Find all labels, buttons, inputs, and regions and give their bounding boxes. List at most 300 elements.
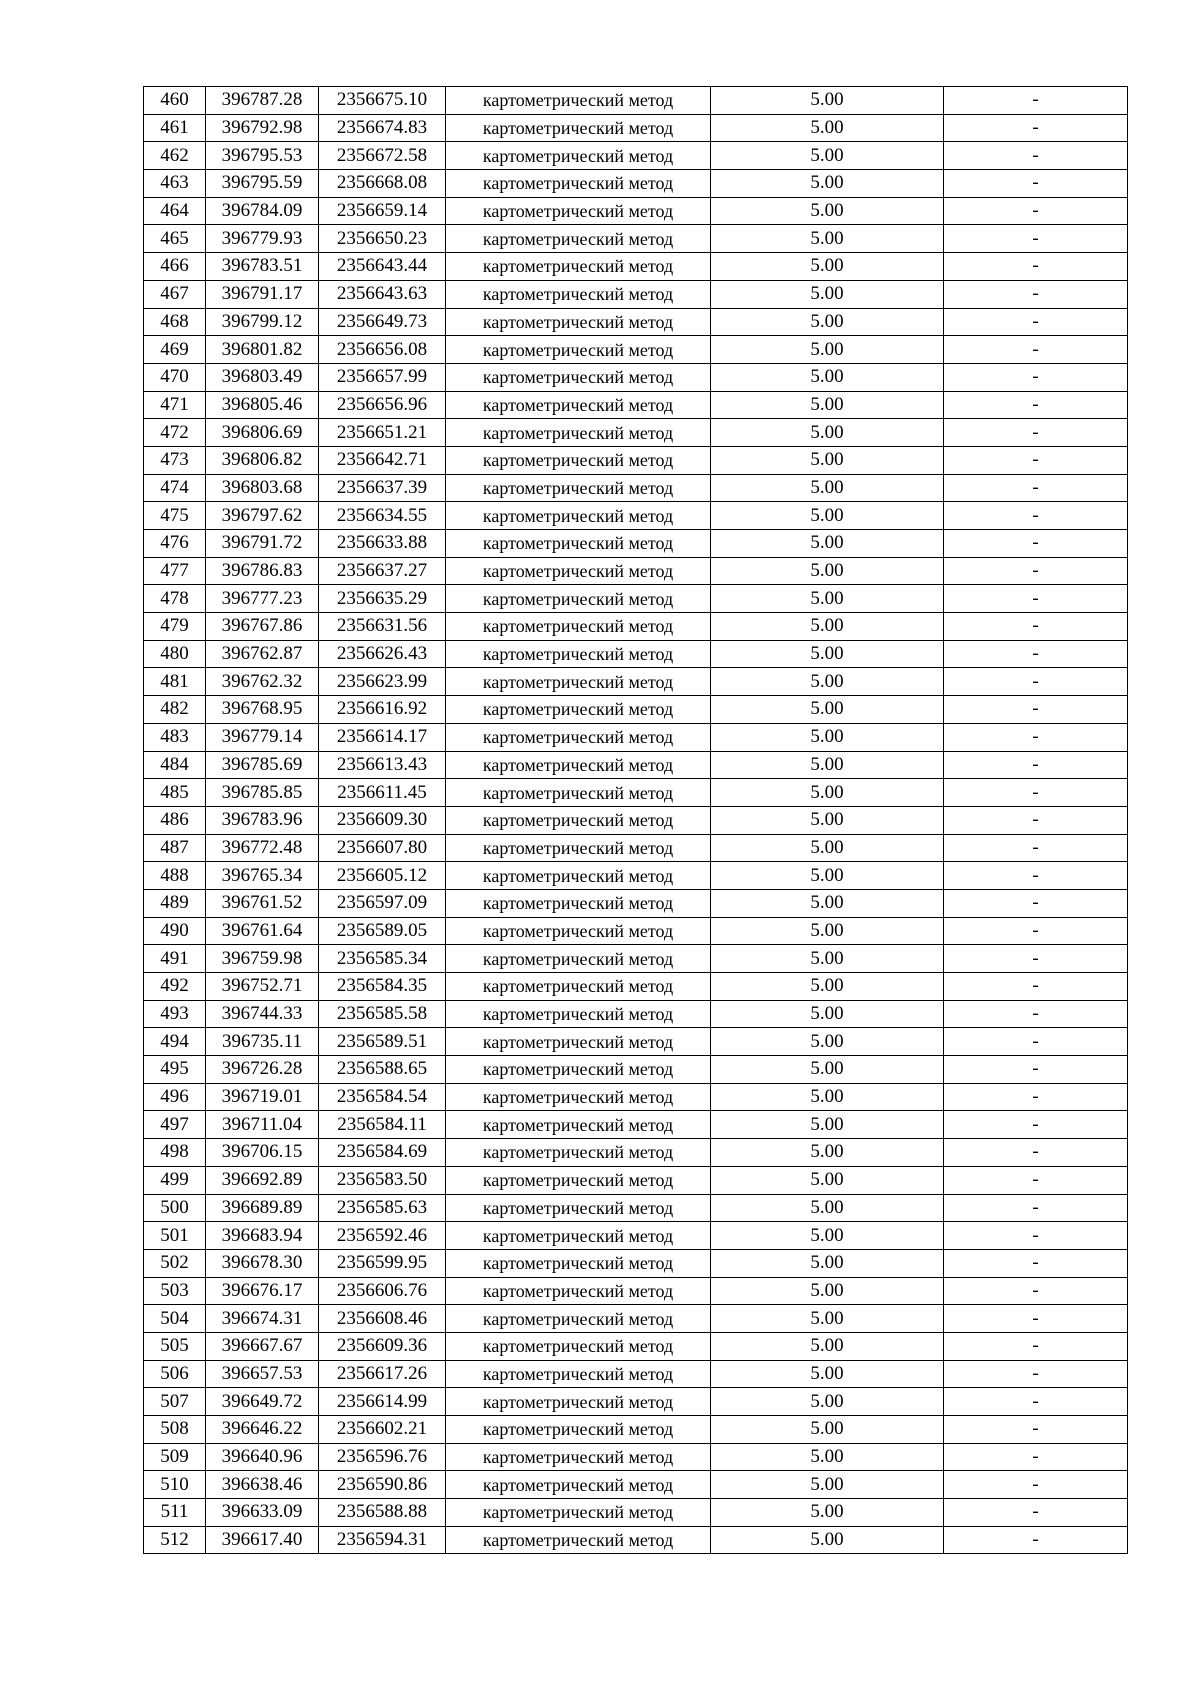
- point-number-cell: 489: [144, 889, 206, 917]
- note-cell: -: [944, 280, 1128, 308]
- accuracy-cell: 5.00: [711, 1249, 944, 1277]
- method-cell: картометрический метод: [446, 474, 711, 502]
- accuracy-cell: 5.00: [711, 1056, 944, 1084]
- x-coordinate-cell: 396711.04: [206, 1111, 319, 1139]
- table-row: [144, 973, 1128, 1001]
- note-cell: -: [944, 363, 1128, 391]
- y-coordinate-cell: 2356590.86: [319, 1471, 446, 1499]
- x-coordinate-cell: 396785.85: [206, 779, 319, 807]
- x-coordinate-cell: 396761.52: [206, 889, 319, 917]
- point-number-cell: 494: [144, 1028, 206, 1056]
- table-row: [144, 1028, 1128, 1056]
- x-coordinate-cell: 396803.68: [206, 474, 319, 502]
- x-coordinate-cell: 396786.83: [206, 557, 319, 585]
- y-coordinate-cell: 2356633.88: [319, 530, 446, 558]
- coordinates-table-body: [144, 87, 1128, 1554]
- accuracy-cell: 5.00: [711, 1499, 944, 1527]
- table-row: [144, 862, 1128, 890]
- method-cell: картометрический метод: [446, 308, 711, 336]
- accuracy-cell: 5.00: [711, 1083, 944, 1111]
- method-cell: картометрический метод: [446, 1166, 711, 1194]
- method-cell: картометрический метод: [446, 834, 711, 862]
- method-cell: картометрический метод: [446, 862, 711, 890]
- point-number-cell: 478: [144, 585, 206, 613]
- note-cell: -: [944, 1277, 1128, 1305]
- accuracy-cell: 5.00: [711, 834, 944, 862]
- y-coordinate-cell: 2356668.08: [319, 170, 446, 198]
- table-row: [144, 557, 1128, 585]
- note-cell: -: [944, 1526, 1128, 1554]
- table-row: [144, 806, 1128, 834]
- point-number-cell: 473: [144, 446, 206, 474]
- y-coordinate-cell: 2356584.11: [319, 1111, 446, 1139]
- point-number-cell: 488: [144, 862, 206, 890]
- y-coordinate-cell: 2356608.46: [319, 1305, 446, 1333]
- method-cell: картометрический метод: [446, 1000, 711, 1028]
- note-cell: -: [944, 834, 1128, 862]
- note-cell: -: [944, 945, 1128, 973]
- y-coordinate-cell: 2356656.08: [319, 336, 446, 364]
- table-row: [144, 502, 1128, 530]
- note-cell: -: [944, 1222, 1128, 1250]
- method-cell: картометрический метод: [446, 253, 711, 281]
- method-cell: картометрический метод: [446, 114, 711, 142]
- y-coordinate-cell: 2356589.05: [319, 917, 446, 945]
- accuracy-cell: 5.00: [711, 1416, 944, 1444]
- y-coordinate-cell: 2356623.99: [319, 668, 446, 696]
- accuracy-cell: 5.00: [711, 474, 944, 502]
- x-coordinate-cell: 396676.17: [206, 1277, 319, 1305]
- accuracy-cell: 5.00: [711, 1388, 944, 1416]
- x-coordinate-cell: 396779.93: [206, 225, 319, 253]
- y-coordinate-cell: 2356642.71: [319, 446, 446, 474]
- note-cell: -: [944, 1305, 1128, 1333]
- y-coordinate-cell: 2356617.26: [319, 1360, 446, 1388]
- method-cell: картометрический метод: [446, 1499, 711, 1527]
- point-number-cell: 507: [144, 1388, 206, 1416]
- point-number-cell: 483: [144, 723, 206, 751]
- accuracy-cell: 5.00: [711, 1443, 944, 1471]
- accuracy-cell: 5.00: [711, 613, 944, 641]
- note-cell: -: [944, 336, 1128, 364]
- y-coordinate-cell: 2356585.34: [319, 945, 446, 973]
- note-cell: -: [944, 308, 1128, 336]
- point-number-cell: 472: [144, 419, 206, 447]
- x-coordinate-cell: 396683.94: [206, 1222, 319, 1250]
- method-cell: картометрический метод: [446, 751, 711, 779]
- note-cell: -: [944, 391, 1128, 419]
- accuracy-cell: 5.00: [711, 253, 944, 281]
- y-coordinate-cell: 2356643.63: [319, 280, 446, 308]
- table-row: [144, 1277, 1128, 1305]
- note-cell: -: [944, 446, 1128, 474]
- y-coordinate-cell: 2356631.56: [319, 613, 446, 641]
- accuracy-cell: 5.00: [711, 889, 944, 917]
- note-cell: -: [944, 1194, 1128, 1222]
- y-coordinate-cell: 2356616.92: [319, 696, 446, 724]
- point-number-cell: 468: [144, 308, 206, 336]
- x-coordinate-cell: 396638.46: [206, 1471, 319, 1499]
- method-cell: картометрический метод: [446, 336, 711, 364]
- method-cell: картометрический метод: [446, 613, 711, 641]
- point-number-cell: 479: [144, 613, 206, 641]
- y-coordinate-cell: 2356584.35: [319, 973, 446, 1001]
- x-coordinate-cell: 396765.34: [206, 862, 319, 890]
- method-cell: картометрический метод: [446, 1526, 711, 1554]
- x-coordinate-cell: 396744.33: [206, 1000, 319, 1028]
- x-coordinate-cell: 396735.11: [206, 1028, 319, 1056]
- accuracy-cell: 5.00: [711, 363, 944, 391]
- y-coordinate-cell: 2356592.46: [319, 1222, 446, 1250]
- table-row: [144, 446, 1128, 474]
- x-coordinate-cell: 396795.59: [206, 170, 319, 198]
- point-number-cell: 481: [144, 668, 206, 696]
- point-number-cell: 491: [144, 945, 206, 973]
- point-number-cell: 474: [144, 474, 206, 502]
- point-number-cell: 510: [144, 1471, 206, 1499]
- point-number-cell: 461: [144, 114, 206, 142]
- point-number-cell: 476: [144, 530, 206, 558]
- y-coordinate-cell: 2356588.88: [319, 1499, 446, 1527]
- table-row: [144, 1471, 1128, 1499]
- x-coordinate-cell: 396792.98: [206, 114, 319, 142]
- accuracy-cell: 5.00: [711, 225, 944, 253]
- table-row: [144, 308, 1128, 336]
- accuracy-cell: 5.00: [711, 1360, 944, 1388]
- table-row: [144, 197, 1128, 225]
- point-number-cell: 475: [144, 502, 206, 530]
- accuracy-cell: 5.00: [711, 419, 944, 447]
- y-coordinate-cell: 2356585.63: [319, 1194, 446, 1222]
- note-cell: -: [944, 1249, 1128, 1277]
- point-number-cell: 486: [144, 806, 206, 834]
- table-row: [144, 1443, 1128, 1471]
- method-cell: картометрический метод: [446, 668, 711, 696]
- note-cell: -: [944, 751, 1128, 779]
- note-cell: -: [944, 1139, 1128, 1167]
- point-number-cell: 493: [144, 1000, 206, 1028]
- note-cell: -: [944, 253, 1128, 281]
- table-row: [144, 917, 1128, 945]
- table-row: [144, 640, 1128, 668]
- point-number-cell: 490: [144, 917, 206, 945]
- x-coordinate-cell: 396761.64: [206, 917, 319, 945]
- table-row: [144, 1166, 1128, 1194]
- note-cell: -: [944, 1443, 1128, 1471]
- x-coordinate-cell: 396801.82: [206, 336, 319, 364]
- y-coordinate-cell: 2356614.17: [319, 723, 446, 751]
- note-cell: -: [944, 114, 1128, 142]
- method-cell: картометрический метод: [446, 142, 711, 170]
- point-number-cell: 460: [144, 87, 206, 115]
- note-cell: -: [944, 170, 1128, 198]
- table-row: [144, 889, 1128, 917]
- y-coordinate-cell: 2356584.69: [319, 1139, 446, 1167]
- point-number-cell: 482: [144, 696, 206, 724]
- note-cell: -: [944, 225, 1128, 253]
- note-cell: -: [944, 474, 1128, 502]
- point-number-cell: 477: [144, 557, 206, 585]
- table-row: [144, 530, 1128, 558]
- table-row: [144, 1083, 1128, 1111]
- y-coordinate-cell: 2356597.09: [319, 889, 446, 917]
- y-coordinate-cell: 2356607.80: [319, 834, 446, 862]
- point-number-cell: 462: [144, 142, 206, 170]
- method-cell: картометрический метод: [446, 197, 711, 225]
- table-row: [144, 280, 1128, 308]
- y-coordinate-cell: 2356585.58: [319, 1000, 446, 1028]
- x-coordinate-cell: 396762.32: [206, 668, 319, 696]
- table-row: [144, 1388, 1128, 1416]
- point-number-cell: 470: [144, 363, 206, 391]
- note-cell: -: [944, 585, 1128, 613]
- y-coordinate-cell: 2356643.44: [319, 253, 446, 281]
- x-coordinate-cell: 396762.87: [206, 640, 319, 668]
- table-row: [144, 253, 1128, 281]
- table-row: [144, 834, 1128, 862]
- x-coordinate-cell: 396779.14: [206, 723, 319, 751]
- accuracy-cell: 5.00: [711, 336, 944, 364]
- method-cell: картометрический метод: [446, 1305, 711, 1333]
- accuracy-cell: 5.00: [711, 696, 944, 724]
- x-coordinate-cell: 396783.96: [206, 806, 319, 834]
- note-cell: -: [944, 696, 1128, 724]
- method-cell: картометрический метод: [446, 1332, 711, 1360]
- y-coordinate-cell: 2356599.95: [319, 1249, 446, 1277]
- accuracy-cell: 5.00: [711, 751, 944, 779]
- x-coordinate-cell: 396772.48: [206, 834, 319, 862]
- x-coordinate-cell: 396689.89: [206, 1194, 319, 1222]
- table-row: [144, 87, 1128, 115]
- note-cell: -: [944, 779, 1128, 807]
- point-number-cell: 467: [144, 280, 206, 308]
- x-coordinate-cell: 396617.40: [206, 1526, 319, 1554]
- x-coordinate-cell: 396805.46: [206, 391, 319, 419]
- y-coordinate-cell: 2356626.43: [319, 640, 446, 668]
- y-coordinate-cell: 2356659.14: [319, 197, 446, 225]
- method-cell: картометрический метод: [446, 419, 711, 447]
- table-row: [144, 170, 1128, 198]
- y-coordinate-cell: 2356602.21: [319, 1416, 446, 1444]
- method-cell: картометрический метод: [446, 1139, 711, 1167]
- x-coordinate-cell: 396726.28: [206, 1056, 319, 1084]
- note-cell: -: [944, 640, 1128, 668]
- y-coordinate-cell: 2356584.54: [319, 1083, 446, 1111]
- table-row: [144, 1249, 1128, 1277]
- method-cell: картометрический метод: [446, 1388, 711, 1416]
- accuracy-cell: 5.00: [711, 446, 944, 474]
- accuracy-cell: 5.00: [711, 502, 944, 530]
- note-cell: -: [944, 1111, 1128, 1139]
- x-coordinate-cell: 396803.49: [206, 363, 319, 391]
- table-row: [144, 391, 1128, 419]
- table-row: [144, 363, 1128, 391]
- table-row: [144, 585, 1128, 613]
- table-row: [144, 945, 1128, 973]
- accuracy-cell: 5.00: [711, 197, 944, 225]
- point-number-cell: 492: [144, 973, 206, 1001]
- accuracy-cell: 5.00: [711, 1222, 944, 1250]
- point-number-cell: 496: [144, 1083, 206, 1111]
- accuracy-cell: 5.00: [711, 1139, 944, 1167]
- y-coordinate-cell: 2356651.21: [319, 419, 446, 447]
- note-cell: -: [944, 1028, 1128, 1056]
- x-coordinate-cell: 396633.09: [206, 1499, 319, 1527]
- note-cell: -: [944, 862, 1128, 890]
- note-cell: -: [944, 1056, 1128, 1084]
- table-row: [144, 723, 1128, 751]
- table-row: [144, 474, 1128, 502]
- note-cell: -: [944, 973, 1128, 1001]
- note-cell: -: [944, 142, 1128, 170]
- point-number-cell: 487: [144, 834, 206, 862]
- x-coordinate-cell: 396784.09: [206, 197, 319, 225]
- x-coordinate-cell: 396791.72: [206, 530, 319, 558]
- method-cell: картометрический метод: [446, 973, 711, 1001]
- y-coordinate-cell: 2356637.39: [319, 474, 446, 502]
- x-coordinate-cell: 396791.17: [206, 280, 319, 308]
- accuracy-cell: 5.00: [711, 1526, 944, 1554]
- table-row: [144, 1360, 1128, 1388]
- method-cell: картометрический метод: [446, 502, 711, 530]
- note-cell: -: [944, 889, 1128, 917]
- note-cell: -: [944, 1499, 1128, 1527]
- point-number-cell: 502: [144, 1249, 206, 1277]
- y-coordinate-cell: 2356594.31: [319, 1526, 446, 1554]
- y-coordinate-cell: 2356613.43: [319, 751, 446, 779]
- x-coordinate-cell: 396678.30: [206, 1249, 319, 1277]
- note-cell: -: [944, 1388, 1128, 1416]
- method-cell: картометрический метод: [446, 640, 711, 668]
- note-cell: -: [944, 1000, 1128, 1028]
- table-row: [144, 1222, 1128, 1250]
- y-coordinate-cell: 2356583.50: [319, 1166, 446, 1194]
- table-row: [144, 1499, 1128, 1527]
- accuracy-cell: 5.00: [711, 1471, 944, 1499]
- table-row: [144, 613, 1128, 641]
- x-coordinate-cell: 396768.95: [206, 696, 319, 724]
- method-cell: картометрический метод: [446, 723, 711, 751]
- method-cell: картометрический метод: [446, 889, 711, 917]
- y-coordinate-cell: 2356606.76: [319, 1277, 446, 1305]
- y-coordinate-cell: 2356634.55: [319, 502, 446, 530]
- method-cell: картометрический метод: [446, 1360, 711, 1388]
- y-coordinate-cell: 2356605.12: [319, 862, 446, 890]
- point-number-cell: 500: [144, 1194, 206, 1222]
- y-coordinate-cell: 2356650.23: [319, 225, 446, 253]
- point-number-cell: 469: [144, 336, 206, 364]
- y-coordinate-cell: 2356589.51: [319, 1028, 446, 1056]
- method-cell: картометрический метод: [446, 87, 711, 115]
- point-number-cell: 495: [144, 1056, 206, 1084]
- point-number-cell: 512: [144, 1526, 206, 1554]
- y-coordinate-cell: 2356596.76: [319, 1443, 446, 1471]
- y-coordinate-cell: 2356672.58: [319, 142, 446, 170]
- y-coordinate-cell: 2356609.36: [319, 1332, 446, 1360]
- table-row: [144, 1332, 1128, 1360]
- accuracy-cell: 5.00: [711, 862, 944, 890]
- point-number-cell: 480: [144, 640, 206, 668]
- accuracy-cell: 5.00: [711, 668, 944, 696]
- note-cell: -: [944, 917, 1128, 945]
- x-coordinate-cell: 396752.71: [206, 973, 319, 1001]
- method-cell: картометрический метод: [446, 557, 711, 585]
- x-coordinate-cell: 396706.15: [206, 1139, 319, 1167]
- note-cell: -: [944, 197, 1128, 225]
- x-coordinate-cell: 396767.86: [206, 613, 319, 641]
- table-row: [144, 336, 1128, 364]
- x-coordinate-cell: 396667.67: [206, 1332, 319, 1360]
- method-cell: картометрический метод: [446, 280, 711, 308]
- x-coordinate-cell: 396657.53: [206, 1360, 319, 1388]
- point-number-cell: 497: [144, 1111, 206, 1139]
- point-number-cell: 509: [144, 1443, 206, 1471]
- coordinates-table: [143, 86, 1128, 1554]
- table-row: [144, 1305, 1128, 1333]
- accuracy-cell: 5.00: [711, 557, 944, 585]
- table-row: [144, 225, 1128, 253]
- accuracy-cell: 5.00: [711, 779, 944, 807]
- table-row: [144, 1416, 1128, 1444]
- note-cell: -: [944, 723, 1128, 751]
- accuracy-cell: 5.00: [711, 1166, 944, 1194]
- table-row: [144, 668, 1128, 696]
- accuracy-cell: 5.00: [711, 308, 944, 336]
- table-row: [144, 779, 1128, 807]
- y-coordinate-cell: 2356635.29: [319, 585, 446, 613]
- point-number-cell: 485: [144, 779, 206, 807]
- accuracy-cell: 5.00: [711, 973, 944, 1001]
- method-cell: картометрический метод: [446, 1083, 711, 1111]
- x-coordinate-cell: 396777.23: [206, 585, 319, 613]
- accuracy-cell: 5.00: [711, 170, 944, 198]
- point-number-cell: 466: [144, 253, 206, 281]
- x-coordinate-cell: 396787.28: [206, 87, 319, 115]
- point-number-cell: 505: [144, 1332, 206, 1360]
- table-row: [144, 1000, 1128, 1028]
- point-number-cell: 506: [144, 1360, 206, 1388]
- y-coordinate-cell: 2356649.73: [319, 308, 446, 336]
- method-cell: картометрический метод: [446, 696, 711, 724]
- method-cell: картометрический метод: [446, 945, 711, 973]
- accuracy-cell: 5.00: [711, 640, 944, 668]
- table-row: [144, 1139, 1128, 1167]
- note-cell: -: [944, 502, 1128, 530]
- accuracy-cell: 5.00: [711, 530, 944, 558]
- point-number-cell: 508: [144, 1416, 206, 1444]
- note-cell: -: [944, 806, 1128, 834]
- note-cell: -: [944, 87, 1128, 115]
- accuracy-cell: 5.00: [711, 87, 944, 115]
- x-coordinate-cell: 396649.72: [206, 1388, 319, 1416]
- point-number-cell: 484: [144, 751, 206, 779]
- x-coordinate-cell: 396692.89: [206, 1166, 319, 1194]
- x-coordinate-cell: 396674.31: [206, 1305, 319, 1333]
- accuracy-cell: 5.00: [711, 806, 944, 834]
- point-number-cell: 499: [144, 1166, 206, 1194]
- note-cell: -: [944, 530, 1128, 558]
- note-cell: -: [944, 1471, 1128, 1499]
- accuracy-cell: 5.00: [711, 1028, 944, 1056]
- x-coordinate-cell: 396806.69: [206, 419, 319, 447]
- accuracy-cell: 5.00: [711, 1194, 944, 1222]
- point-number-cell: 464: [144, 197, 206, 225]
- point-number-cell: 504: [144, 1305, 206, 1333]
- method-cell: картометрический метод: [446, 225, 711, 253]
- accuracy-cell: 5.00: [711, 917, 944, 945]
- point-number-cell: 501: [144, 1222, 206, 1250]
- note-cell: -: [944, 1083, 1128, 1111]
